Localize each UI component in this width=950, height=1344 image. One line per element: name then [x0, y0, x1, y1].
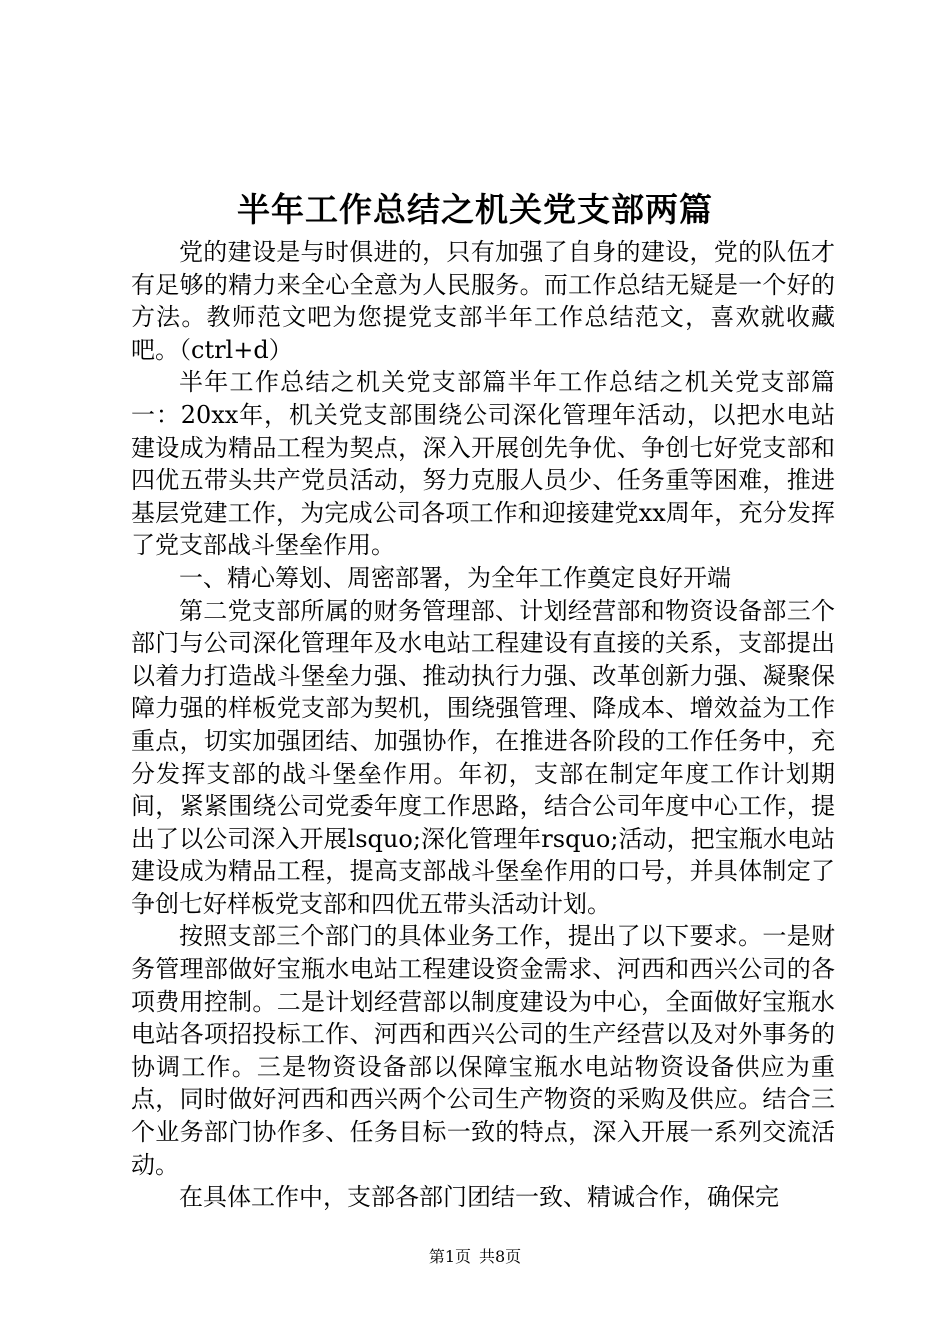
document-title: 半年工作总结之机关党支部两篇: [237, 190, 713, 229]
paragraph-intro: 党的建设是与时俱进的，只有加强了自身的建设，党的队伍才有足够的精力来全心全意为人民服务。而工作总结无疑是一个好的方法。教师范文吧为您提党支部半年工作总结范文，喜欢就收藏吧。（ctrl+d）: [131, 238, 835, 364]
page-total: 共8页: [479, 1247, 522, 1266]
page-footer: [0, 1246, 950, 1268]
page-number: 第1页: [428, 1247, 471, 1266]
paragraph-requirements: 按照支部三个部门的具体业务工作，提出了以下要求。一是财务管理部做好宝瓶水电站工程建设资金需求、河西和西兴公司的各项费用控制。二是计划经营部以制度建设为中心，全面做好宝瓶水电站各项招投标工作、河西和西兴公司的生产经营以及对外事务的协调工作。三是物资设备部以保障宝瓶水电站物资设备供应为重点，同时做好河西和西兴两个公司生产物资的采购及供应。结合三个业务部门协作多、任务目标一致的特点，深入开展一系列交流活动。: [131, 922, 835, 1179]
section-heading-1: 一、精心筹划、周密部署，为全年工作奠定良好开端: [179, 563, 731, 592]
paragraph-part-one: 半年工作总结之机关党支部篇半年工作总结之机关党支部篇一：20xx年，机关党支部围绕公司深化管理年活动，以把水电站建设成为精品工程为契点，深入开展创先争优、争创七好党支部和四优五带头共产党员活动，努力克服人员少、任务重等困难，推进基层党建工作，为完成公司各项工作和迎接建党xx周年，充分发挥了党支部战斗堡垒作用。: [131, 368, 835, 560]
document-body: [131, 236, 835, 1214]
paragraph-work-detail: 在具体工作中，支部各部门团结一致、精诚合作，确保完: [179, 1183, 779, 1212]
paragraph-branch-overview: 第二党支部所属的财务管理部、计划经营部和物资设备部三个部门与公司深化管理年及水电站工程建设有直接的关系，支部提出以着力打造战斗堡垒力强、推动执行力强、改革创新力强、凝聚保障力强的样板党支部为契机，围绕强管理、降成本、增效益为工作重点，切实加强团结、加强协作，在推进各阶段的工作任务中，充分发挥支部的战斗堡垒作用。年初，支部在制定年度工作计划期间，紧紧围绕公司党委年度工作思路，结合公司年度中心工作，提出了以公司深入开展lsquo;深化管理年rsquo;活动，把宝瓶水电站建设成为精品工程，提高支部战斗堡垒作用的口号，并具体制定了争创七好样板党支部和四优五带头活动计划。: [131, 596, 835, 918]
